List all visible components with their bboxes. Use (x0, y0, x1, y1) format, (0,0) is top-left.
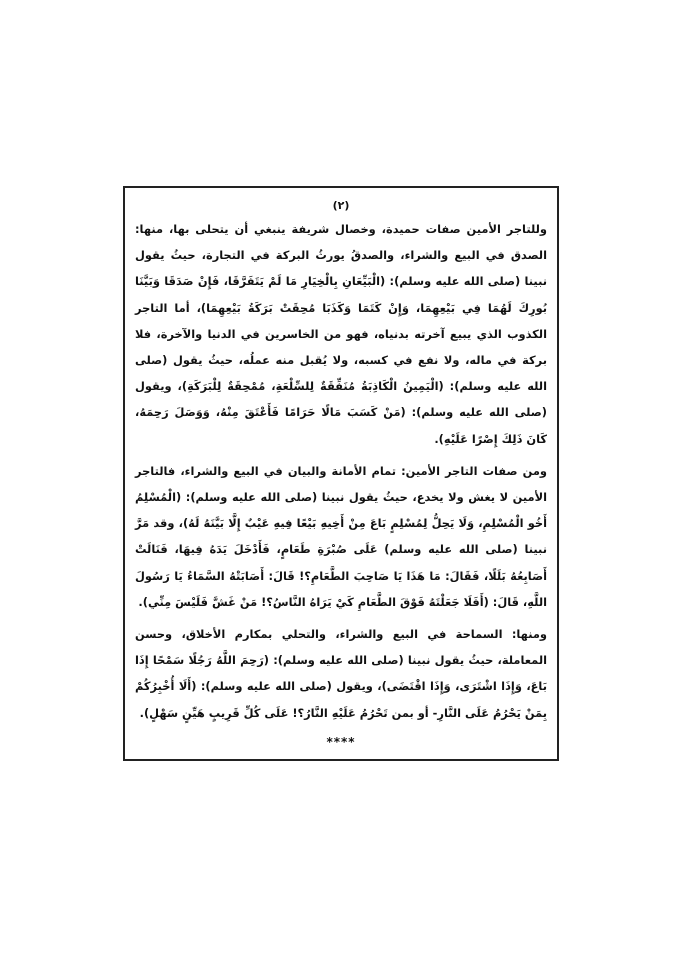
ending-mark: **** (326, 734, 356, 749)
paragraph-tolerance: ومنها: السماحة في البيع والشراء، والتحلي بمكارم الأخلاق، وحسن المعاملة، حيثُ يقول نبينا (صلى الله عليه وسلم): (رَحِمَ اللَّهُ رَجُلًا سَمْحًا إِذَا بَاعَ، وَإِذَا اشْتَرَى، وَإِذَا اقْتَضَى)، ويقول (صلى الله عليه وسلم): (أَلَا أُخْبِرُكُمْ بِمَنْ يَحْرُمُ عَلَى النَّارِ- أو بمن تَحْرُمُ عَلَيْهِ النَّارُ؟! عَلَى كُلِّ قَرِيبٍ هَيِّنٍ سَهْلٍ). (135, 627, 547, 720)
paragraph-honesty: وللتاجر الأمين صفات حميدة، وخصال شريفة ينبغي أن يتحلى بها، منها: الصدق في البيع والشراء، والصدقُ يورثُ البركة في التجارة، حيثُ يقول نبينا (صلى الله عليه وسلم): (الْبَيِّعَانِ بِالْخِيَارِ مَا لَمْ يَتَفَرَّقَا، فَإِنْ صَدَقَا وَبَيَّنَا بُورِكَ لَهُمَا فِي بَيْعِهِمَا، وَإِنْ كَتَمَا وَكَذَبَا مُحِقَتْ بَرَكَةُ بَيْعِهِمَا)، أما التاجر الكذوب الذي يبيع آخرته بدنياه، فهو من الخاسرين في الدنيا والآخرة، فلا بركة في ماله، ولا نفع في كسبه، ولا يُقبل منه عملُه، حيثُ يقول (صلى الله عليه وسلم): (الْيَمِينُ الْكَاذِبَةُ مُنَفِّقَةٌ لِلسِّلْعَةِ، مُمْحِقَةٌ لِلْبَرَكَةِ)، ويقول (صلى الله عليه وسلم): (مَنْ كَسَبَ مَالًا حَرَامًا فَأَعْتَقَ مِنْهُ، وَوَصَلَ رَحِمَهُ، كَانَ ذَلِكَ إِصْرًا عَلَيْهِ). (135, 222, 547, 446)
page-number: (٢) (332, 199, 350, 212)
page-content (135, 197, 547, 752)
paragraph-trustworthiness: ومن صفات التاجر الأمين: تمام الأمانة والبيان في البيع والشراء، فالتاجر الأمين لا يغش ولا يخدع، حيثُ يقول نبينا (صلى الله عليه وسلم): (الْمُسْلِمُ أَخُو الْمُسْلِمِ، وَلَا يَحِلُّ لِمُسْلِمٍ بَاعَ مِنْ أَخِيهِ بَيْعًا فِيهِ عَيْبٌ إِلَّا بَيَّنَهُ لَهُ)، وقد مَرَّ نبينا (صلى الله عليه وسلم) عَلَى صُبْرَةِ طَعَامٍ، فَأَدْخَلَ يَدَهُ فِيهَا، فَنَالَتْ أَصَابِعُهُ بَلَلًا، فَقَالَ: مَا هَذَا يَا صَاحِبَ الطَّعَامِ؟! قَالَ: أَصَابَتْهُ السَّمَاءُ يَا رَسُولَ اللَّهِ، قَالَ: (أَفَلَا جَعَلْتَهُ فَوْقَ الطَّعَامِ كَيْ يَرَاهُ النَّاسُ؟! مَنْ غَشَّ فَلَيْسَ مِنِّي). (135, 463, 547, 609)
page-border (123, 186, 559, 761)
